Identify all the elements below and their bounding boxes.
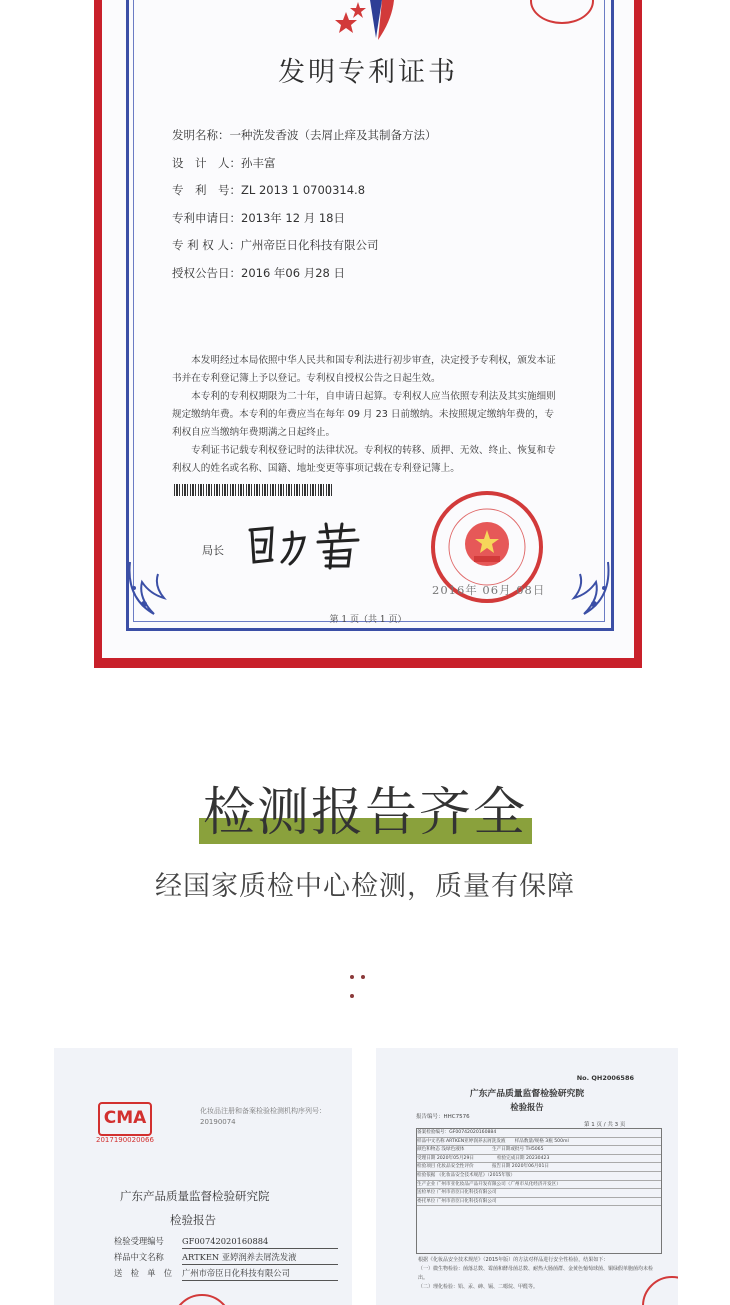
seal-date: 2016年 06月 08日 (432, 583, 546, 597)
report-field-row (114, 1250, 338, 1266)
field-value: 广州市帝臣日化科技有限公司 (182, 1266, 338, 1281)
cma-number: 2017190020066 (96, 1136, 154, 1144)
field-designer: 设 计 人：孙丰富 (172, 155, 276, 170)
report-page: 第 1 页 / 共 3 页 (584, 1122, 626, 1128)
table-row: 备案检验编号：GF00742020160884 (417, 1129, 661, 1138)
report-field-row (114, 1234, 338, 1250)
table-row: 生产企业 广州市亚化妆品产品开发有限公司（广州市从化经济开发区） (417, 1181, 661, 1190)
report-fields (114, 1234, 338, 1282)
barcode (174, 484, 334, 496)
note-line: （一）微生物检验：菌落总数、霉菌和酵母菌总数、耐热大肠菌群、金黄色葡萄球菌、铜绿假单胞菌均未检出。 (418, 1266, 654, 1281)
body-paragraph: 专利证书记载专利权登记时的法律状况。专利权的转移、质押、无效、终止、恢复和专利权人的姓名或名称、国籍、地址变更等事项记载在专利登记簿上。 (172, 445, 556, 474)
table-row: 样品中文名称 ARTKEN亚婷润养去屑洗发液 样品数量/规格 3瓶 500ml (417, 1138, 661, 1147)
report-institute: 广东产品质量监督检验研究院 (469, 1089, 585, 1099)
ornament-bottom-right (554, 558, 614, 618)
field-value: GF00742020160884 (182, 1234, 338, 1249)
ornament-bottom-left (124, 558, 184, 618)
report-field-row (114, 1266, 338, 1282)
field-label: 送 检 单 位 (114, 1268, 173, 1278)
table-row: 检验依据 《化妆品安全技术规范》（2015年版） (417, 1172, 661, 1181)
patent-office-emblem (332, 0, 402, 42)
report-institute: 广东产品质量监督检验研究院 (120, 1189, 270, 1203)
field-patent-number: 专 利 号：ZL 2013 1 0700314.8 (172, 183, 366, 197)
report-notes (418, 1256, 662, 1292)
report-table (416, 1128, 662, 1254)
section-title: 检测报告齐全 (202, 783, 527, 843)
report-code: 报告编号：HHC7576 (416, 1114, 470, 1120)
registration-number: 化妆品注册和备案检验检测机构序列号：20190074 (200, 1107, 326, 1126)
table-row: 检验项目 化妆品安全性评价 报告日期 2020年06月01日 (417, 1163, 661, 1172)
note-line: （二）理化检验：铅、汞、砷、镉、二噁烷、甲醛等。 (418, 1284, 539, 1290)
divider-dots (350, 975, 382, 983)
report-title: 检验报告 (510, 1102, 544, 1112)
field-label: 样品中文名称 (114, 1252, 164, 1262)
table-row: 送检单位 广州市帝臣日化科技有限公司 (417, 1189, 661, 1198)
table-row: 委托单位 广州市帝臣日化科技有限公司 (417, 1198, 661, 1207)
test-report-right (376, 1048, 678, 1305)
report-seal (172, 1294, 232, 1305)
body-paragraph: 本发明经过本局依照中华人民共和国专利法进行初步审查，决定授予专利权，颁发本证书并在专利登记簿上予以登记。专利权自授权公告之日起生效。 (172, 355, 556, 384)
field-application-date: 专利申请日：2013年 12 月 18日 (172, 210, 345, 225)
field-announcement-date: 授权公告日：2016 年06 月28 日 (172, 265, 345, 280)
report-title: 检验报告 (170, 1213, 216, 1227)
certificate-body (172, 352, 562, 478)
body-paragraph: 本专利的专利权期限为二十年，自申请日起算。专利权人应当依照专利法及其实施细则规定缴纳年费。本专利的年费应当在每年 09 月 23 日前缴纳。未按照规定缴纳年费的，专利权自应当缴纳年费期满之日起终止。 (172, 391, 556, 438)
note-line: 根据《化妆品安全技术规范》（2015年版）的方法对样品进行安全性检验，结果如下： (418, 1257, 609, 1263)
field-value: ARTKEN 亚婷润养去屑洗发液 (182, 1250, 338, 1265)
cma-logo: CMA (98, 1102, 152, 1136)
section-subtitle: 经国家质检中心检测，质量有保障 (155, 871, 575, 902)
field-invention-name: 发明名称：一种洗发香波（去屑止痒及其制备方法） (172, 128, 437, 142)
test-report-left (54, 1048, 352, 1305)
table-row: 颜色和物态 浅绿色液体 生产日期或批号 TH5065 (417, 1146, 661, 1155)
certificate-page-number: 第 1 页（共 1 页） (329, 615, 407, 625)
patent-certificate (94, 0, 642, 668)
certificate-fields (172, 126, 437, 291)
table-row: 受理日期 2020年05月29日 检验完成日期 20230423 (417, 1155, 661, 1164)
field-patentee: 专 利 权 人：广州帝臣日化科技有限公司 (172, 238, 379, 252)
director-signature (242, 520, 372, 572)
certificate-title: 发明专利证书 (278, 57, 458, 88)
report-number: No. QH2006586 (576, 1074, 634, 1082)
certificate-paper (102, 0, 634, 658)
director-label: 局长 (202, 544, 224, 557)
field-label: 检验受理编号 (114, 1236, 164, 1246)
